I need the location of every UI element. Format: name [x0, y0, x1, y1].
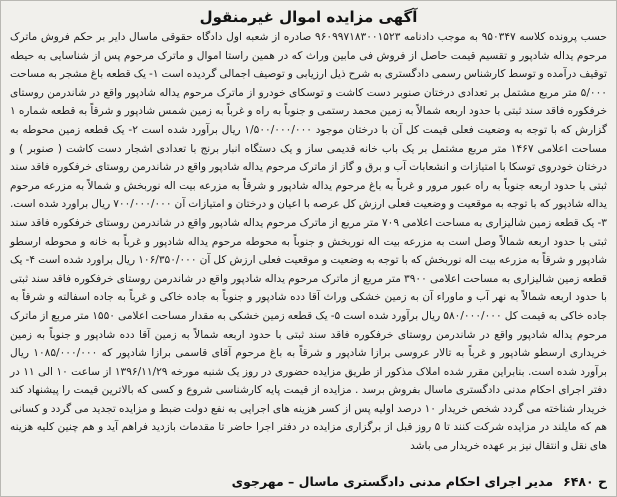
notice-footer — [10, 473, 607, 491]
notice-body-text: حسب پرونده کلاسه ۹۵۰۳۴۷ به موجب دادنامه ۹۶۰۹۹۷۱۸۳۰۰۱۵۲۳ صادره از شعبه اول دادگاه حقوقی ماسال دایر بر حکم فروش ماترک مرحوم یداله شادپور و تقسیم قیمت حاصل از فروش فی مابین وراث که در همین راستا اموال و ماترک مرحوم پس از شناسایی به حیطه توقیف درآمده و توسط کارشناس رسمی دادگستری به شرح ذیل ارزیابی و توصیف اجمالی گردیده است ۱- یک قطعه باغ مشجر به مساحت ۵/۰۰۰ متر مربع مشتمل بر تعدادی درختان صنوبر دست کاشت و توسکای خودرو از ماترک مرحوم یداله شادپور واقع در شاندرمن روستای خرفکوره فاقد سند ثبتی با حدود اربعه شمالاً به زمین محمد رستمی و جنوباً به راه و غرباً به زمین شمس شادپور و شرقاً به قطعه شماره ۱ گزارش که با توجه به وضعیت فعلی قیمت کل آن با درختان موجود ۱/۵۰۰/۰۰۰/۰۰۰ ریال برآورد شده است ۲- یک قطعه زمین محوطه به مساحت اعلامی ۱۴۶۷ متر مربع مشتمل بر یک باب خانه قدیمی ساز و یک دستگاه انبار برنج با تعدادی اشجار دست کاشت ( صنوبر ) و درختان خودروی توسکا با امتیازات و انشعابات آب و برق و گاز از ماترک مرحوم یداله شادپور واقع در شاندرمن روستای خرفکوره فاقد سند ثبتی با حدود اربعه جنوباً به راه عبور مرور و غرباً به باغ مرحوم یداله شادپور و شرقاً به مزرعه بیت اله نوربخش و شمالاً به مزرعه مرحوم یداله شادپور که با توجه به موقعیت و وضعیت فعلی ارزش کل عرصه با اعیان و درختان و امتیازات آن ۷۰۰/۰۰۰/۰۰۰ ریال براورد شده است. ۳- یک قطعه زمین شالیزاری به مساحت اعلامی ۷۰۹ متر مربع از ماترک مرحوم یداله شادپور واقع در شاندرمن روستای خرفکوره فاقد سند ثبتی با حدود اربعه شمالاً وصل است به مزرعه بیت اله نوربخش و جنوباً به محوطه مرحوم یداله شادپور و غرباً به خانه و محوطه ارسطو شادپور و شرقاً به مزرعه بیت اله نوربخش که با توجه به وضعیت و موقعیت فعلی ارزش کل آن ۱۰۶/۳۵۰/۰۰۰ ریال براورد شده است ۴- یک قطعه زمین شالیزاری به مساحت اعلامی ۳۹۰۰ متر مربع از ماترک مرحوم یداله شادپور واقع در شاندرمن روستای خرفکوره فاقد سند ثبتی با حدود اربعه شمالاً به نهر آب و ماوراء آن به زمین خشکی وراث آقا دده شادپور و جنوباً به جاده خاکی و غرباً به جاده اسفالته و شرقاً به جاده خاکی به قیمت کل ۵۸۰/۰۰۰/۰۰۰ ریال برآورد شده است ۵- یک قطعه زمین خشکی به مقدار مساحت اعلامی ۱۵۵۰ متر مربع از ماترک مرحوم یداله شادپور واقع در شاندرمن روستای خرفکوره فاقد سند ثبتی با حدود اربعه شمالاً به زمین آقا دده شادپور و جنوباً به زمین خریداری ارسطو شادپور و غرباً به تالار عروسی برازا شادپور و شرقاً به باغ مرحوم آقای قاسمی برازا شادپور که ۱۰۸۵/۰۰۰/۰۰۰ ریال برآورد شده است. بنابراین مقرر شده املاک مذکور از طریق مزایده حضوری در روز یک شنبه مورخه ۱۳۹۶/۱۱/۲۹ از ساعت ۱۰ الی ۱۱ در دفتر اجرای احکام مدنی دادگستری ماسال بفروش برسد . مزایده از قیمت پایه کارشناسی شروع و کسی که بالاترین قیمت را پیشنهاد کند خریدار شناخته می گردد شخص خریدار ۱۰ درصد اولیه پس از کسر هزینه های اجرایی به نفع دولت ضبط و مزایده تجدید می گردد و کسانی هم که مایلند در مزایده شرکت کنند تا ۵ روز قبل از برگزاری مزایده در دفتر اجرا حاضر تا مقدمات بازدید فراهم آید و هم چنین کلیه هزینه های نقل و انتقال نیز بر عهده خریدار می باشد — [10, 31, 608, 453]
notice-signature: مدیر اجرای احکام مدنی دادگستری ماسال – مهرجوی — [231, 474, 554, 489]
notice-title: آگهی مزایده اموال غیرمنقول — [199, 8, 418, 26]
notice-reference-code: ح ۶۴۸۰ — [563, 474, 607, 489]
